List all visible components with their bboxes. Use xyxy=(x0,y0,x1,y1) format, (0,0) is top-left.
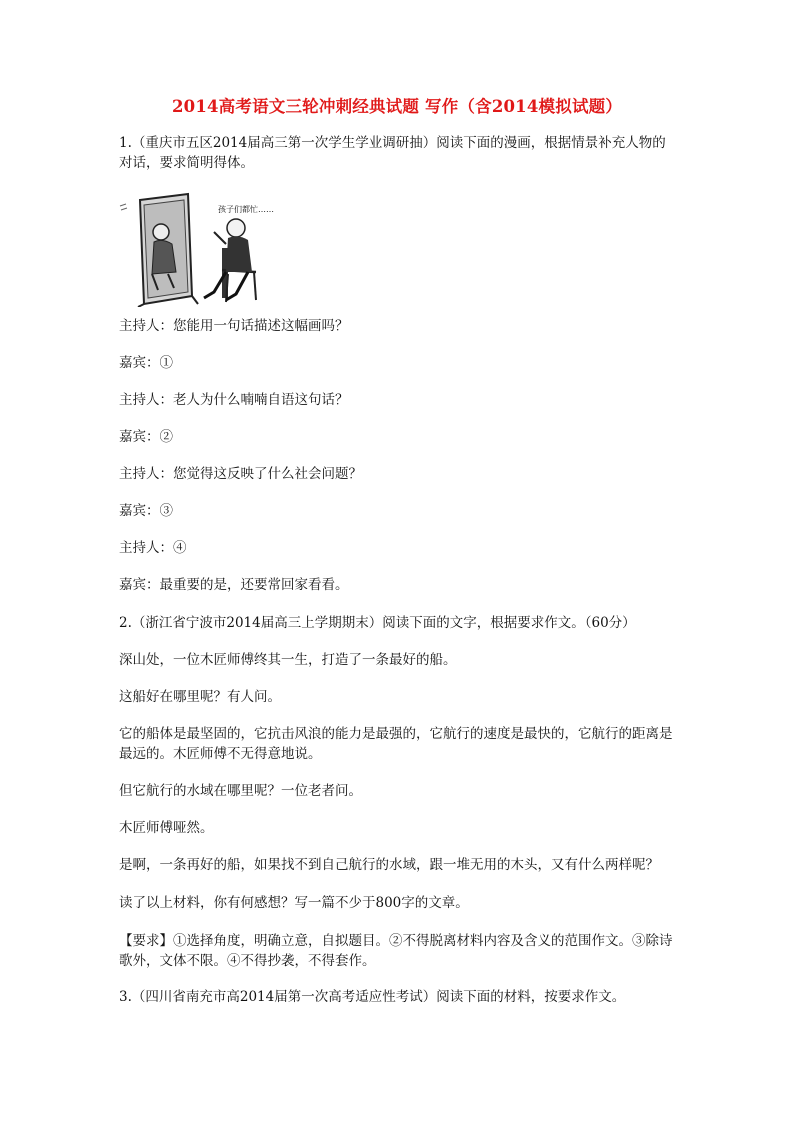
paragraph: 是啊，一条再好的船，如果找不到自己航行的水域，跟一堆无用的木头，又有什么两样呢？ xyxy=(119,857,659,873)
paragraph: 它的船体是最坚固的，它抗击风浪的能力是最强的，它航行的速度是最快的，它航行的距离是最远的。木匠师傅不无得意地说。 xyxy=(119,726,673,762)
cartoon-caption: 孩子们都忙…… xyxy=(218,205,274,214)
paragraph: 木匠师傅哑然。 xyxy=(119,820,214,836)
question-3-intro: 3.（四川省南充市高2014届第一次高考适应性考试）阅读下面的材料，按要求作文。 xyxy=(119,989,626,1005)
paragraph: 这船好在哪里呢？有人问。 xyxy=(119,689,281,705)
dialogue-line: 嘉宾：② xyxy=(119,429,173,445)
paragraph: 读了以上材料，你有何感想？写一篇不少于800字的文章。 xyxy=(119,895,469,911)
paragraph: 深山处，一位木匠师傅终其一生，打造了一条最好的船。 xyxy=(119,652,457,668)
dialogue-line: 主持人：您觉得这反映了什么社会问题？ xyxy=(119,466,362,482)
document-title: 2014高考语文三轮冲刺经典试题 写作（含2014模拟试题） xyxy=(171,97,623,116)
dialogue-line: 主持人：您能用一句话描述这幅画吗？ xyxy=(119,318,349,334)
question-2-intro: 2.（浙江省宁波市2014届高三上学期期末）阅读下面的文字，根据要求作文。（60分） xyxy=(119,615,636,631)
question-1-intro: 1.（重庆市五区2014届高三第一次学生学业调研抽）阅读下面的漫画，根据情景补充人物的对话，要求简明得体。 xyxy=(119,135,666,171)
dialogue-line: 嘉宾：① xyxy=(119,355,173,371)
dialogue-line: 嘉宾：③ xyxy=(119,503,173,519)
cartoon-image xyxy=(118,192,296,307)
dialogue-line: 主持人：老人为什么喃喃自语这句话？ xyxy=(119,392,349,408)
dialogue-line: 主持人：④ xyxy=(119,540,187,556)
requirements: 【要求】①选择角度，明确立意，自拟题目。②不得脱离材料内容及含义的范围作文。③除诗歌外，文体不限。④不得抄袭，不得套作。 xyxy=(119,933,673,969)
paragraph: 但它航行的水域在哪里呢？一位老者问。 xyxy=(119,783,362,799)
dialogue-line: 嘉宾：最重要的是，还要常回家看看。 xyxy=(119,577,349,593)
